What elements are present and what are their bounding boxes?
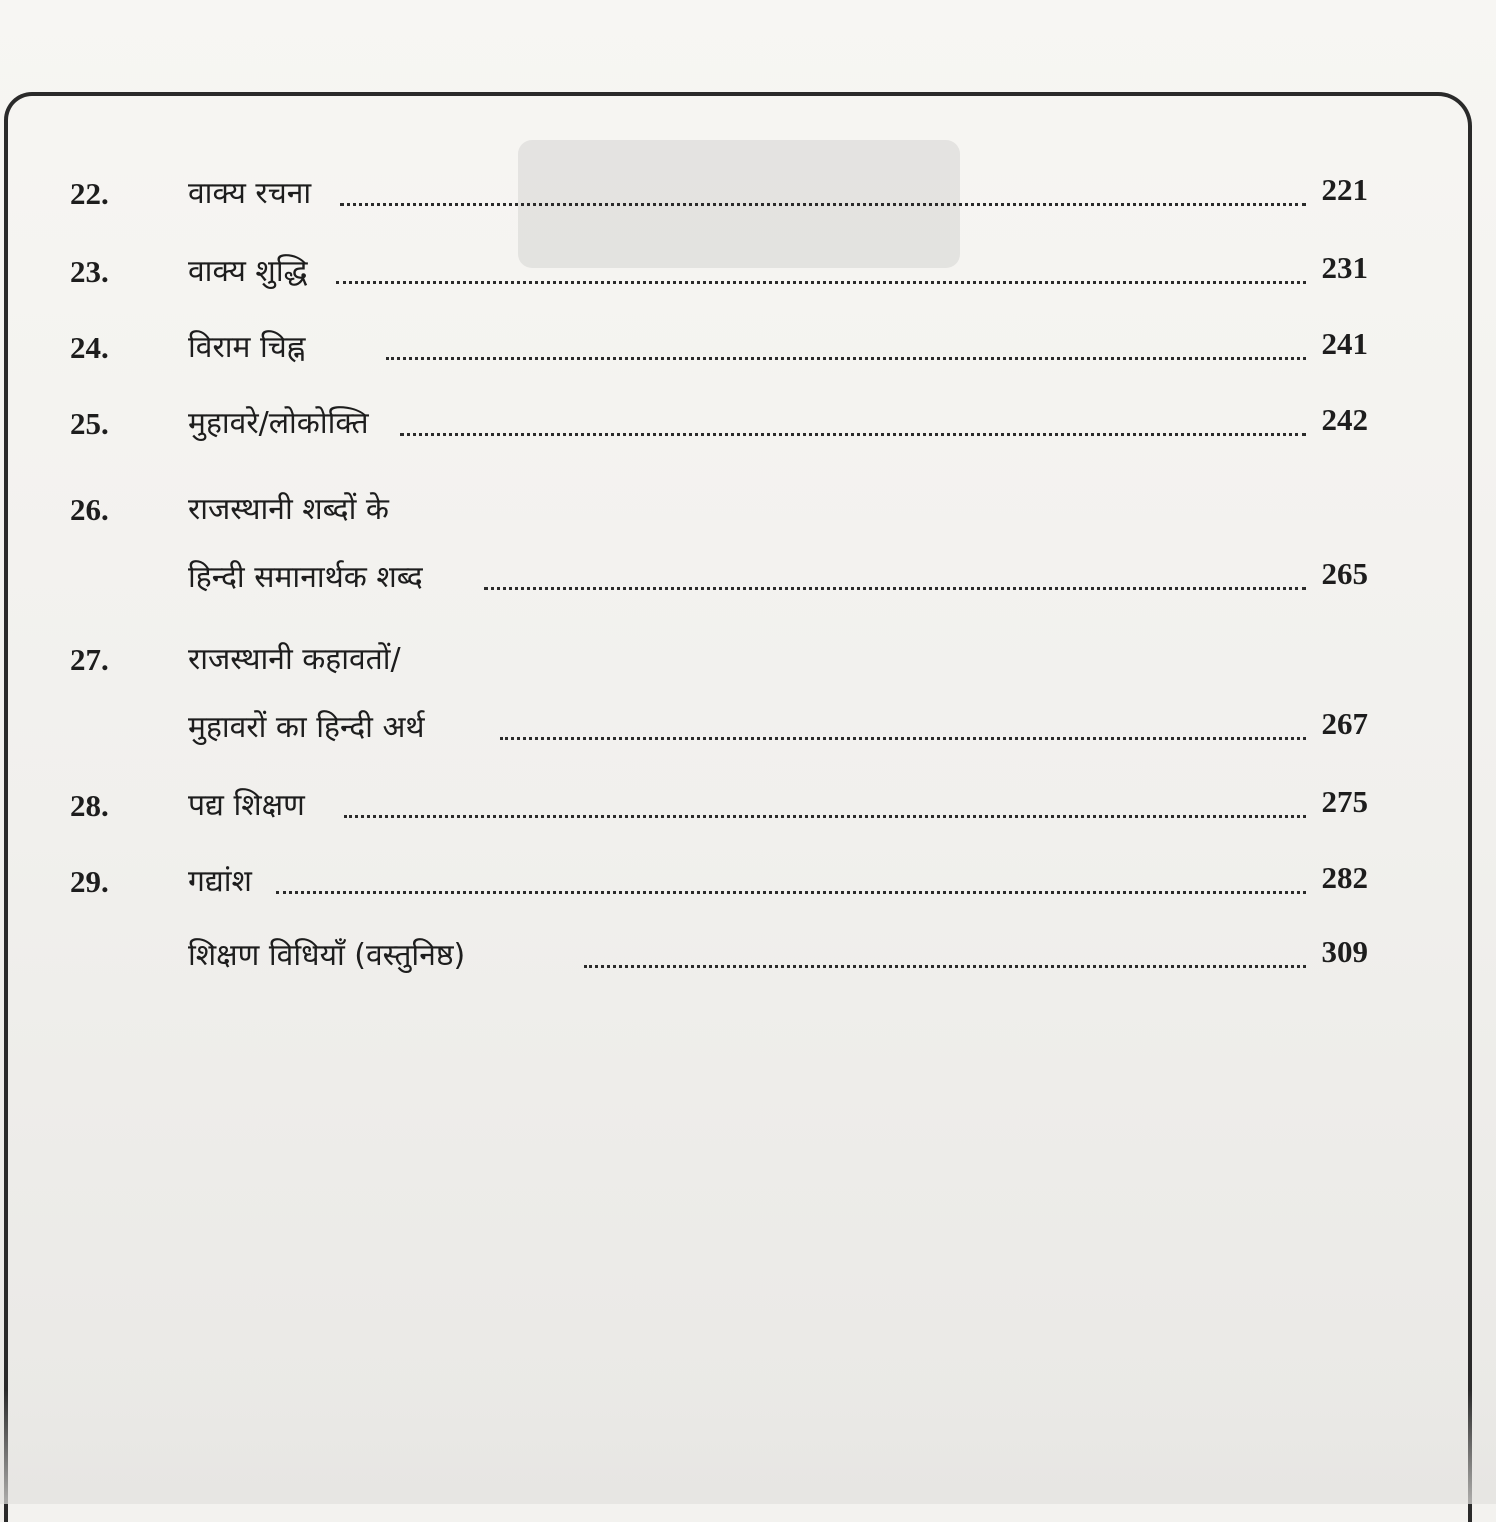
toc-entry-27-line-2[interactable] (0, 702, 1496, 752)
toc-entry-26[interactable] (0, 484, 1496, 534)
toc-entry-number: 27. (70, 642, 109, 677)
toc-entry-29[interactable] (0, 856, 1496, 906)
toc-entry-23[interactable] (0, 246, 1496, 296)
toc-entry-title-continued: मुहावरों का हिन्दी अर्थ (188, 710, 425, 745)
toc-entry-number: 23. (70, 254, 109, 289)
toc-entry-number: 26. (70, 492, 109, 527)
dot-leader (336, 281, 1306, 284)
toc-entry-number: 29. (70, 864, 109, 899)
toc-entry-number: 22. (70, 176, 109, 211)
page-shadow (0, 1390, 1496, 1504)
toc-entry-24[interactable] (0, 322, 1496, 372)
toc-entry-number: 25. (70, 406, 109, 441)
toc-entry-title: वाक्य रचना (188, 176, 312, 211)
toc-entry-title: राजस्थानी कहावतों/ (188, 642, 401, 677)
toc-entry-title: वाक्य शुद्धि (188, 254, 308, 289)
toc-entry-page: 221 (1321, 172, 1368, 207)
toc-entry-page: 265 (1321, 556, 1368, 591)
toc-entry-28[interactable] (0, 780, 1496, 830)
toc-entry-page: 275 (1321, 784, 1368, 819)
dot-leader (386, 357, 1306, 360)
toc-entry-25[interactable] (0, 398, 1496, 448)
dot-leader (484, 587, 1306, 590)
toc-entry-page: 231 (1321, 250, 1368, 285)
toc-entry-title: मुहावरे/लोकोक्ति (188, 406, 369, 441)
toc-entry-title: पद्य शिक्षण (188, 788, 305, 823)
toc-entry-page: 267 (1321, 706, 1368, 741)
dot-leader (276, 891, 1306, 894)
toc-entry-title: विराम चिह्न (188, 330, 306, 365)
dot-leader (584, 965, 1306, 968)
toc-entry-title: गद्यांश (188, 864, 252, 899)
toc-entry-22[interactable] (0, 168, 1496, 218)
dot-leader (500, 737, 1306, 740)
toc-entry-title: शिक्षण विधियाँ (वस्तुनिष्ठ) (188, 938, 466, 973)
toc-entry-27[interactable] (0, 634, 1496, 684)
toc-entry-number: 24. (70, 330, 109, 365)
toc-entry-page: 242 (1321, 402, 1368, 437)
toc-entry-page: 309 (1321, 934, 1368, 969)
toc-entry-page: 241 (1321, 326, 1368, 361)
dot-leader (400, 433, 1306, 436)
toc-entry-number: 28. (70, 788, 109, 823)
toc-entry-page: 282 (1321, 860, 1368, 895)
toc-entry-26-line-2[interactable] (0, 552, 1496, 602)
dot-leader (344, 815, 1306, 818)
toc-entry-title: राजस्थानी शब्दों के (188, 492, 389, 527)
toc-entry-title-continued: हिन्दी समानार्थक शब्द (188, 560, 423, 595)
dot-leader (340, 203, 1306, 206)
toc-entry-teaching-methods[interactable] (0, 930, 1496, 980)
